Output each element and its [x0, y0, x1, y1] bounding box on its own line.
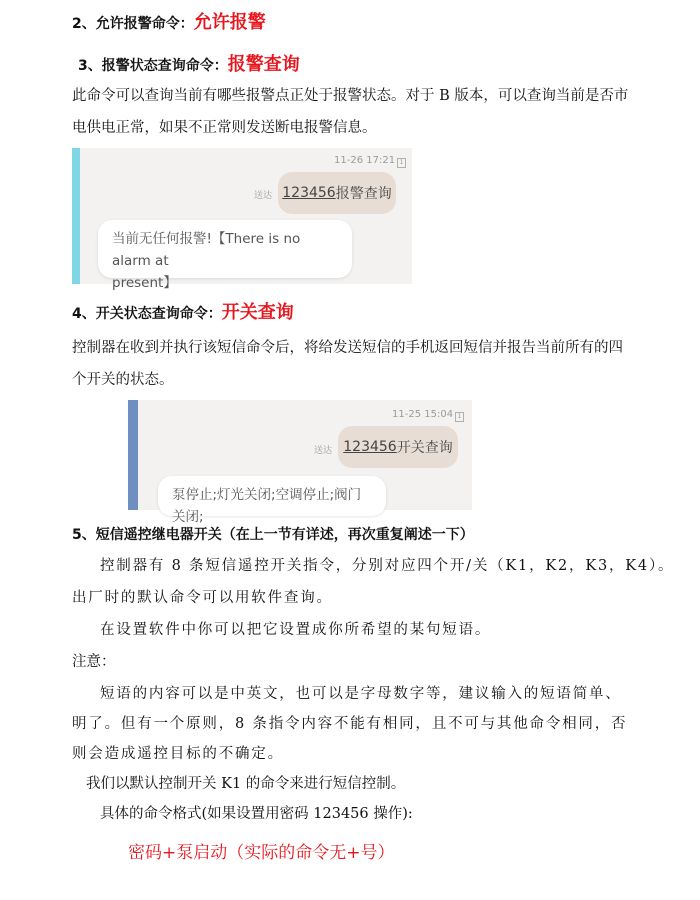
section-5-p1-line1: 控制器有 8 条短信遥控开关指令，分别对应四个开/关（K1，K2，K3，K4）。 [100, 558, 675, 574]
note-line2: 明了。但有一个原则，8 条指令内容不能有相同，且不可与其他命令相同，否 [72, 716, 628, 732]
section-3-command: 报警查询 [227, 54, 300, 75]
incoming-message-bubble [158, 476, 386, 525]
section-5-heading: 5、短信遥控继电器开关（在上一节有详述，再次重复阐述一下） [72, 527, 474, 543]
section-4-title: 4、开关状态查询命令： [72, 306, 222, 322]
outgoing-message-bubble [338, 426, 458, 468]
note-label: 注意： [72, 654, 116, 670]
note-line3: 则会造成遥控目标的不确定。 [72, 746, 284, 762]
section-3-desc-line1: 此命令可以查询当前有哪些报警点正处于报警状态。对于 B 版本，可以查询当前是否市 [72, 88, 629, 104]
screenshot-edge-strip [128, 400, 138, 510]
incoming-message-bubble [98, 220, 352, 291]
section-3-heading [78, 50, 300, 76]
message-text: 报警查询 [335, 186, 392, 202]
section-5-p4: 具体的命令格式(如果设置用密码 123456 操作): [100, 806, 413, 822]
sms-screenshot-switch-query [128, 400, 472, 525]
section-4-desc-line1: 控制器在收到并执行该短信命令后，将给发送短信的手机返回短信并报告当前所有的四 [72, 340, 623, 356]
section-2-command: 允许报警 [193, 12, 266, 33]
message-timestamp: 11-26 17:21 1 [334, 155, 406, 168]
section-4-heading [72, 298, 294, 324]
message-code-link: 123456 [282, 185, 336, 201]
sim-card-icon: 1 [455, 412, 464, 422]
message-timestamp: 11-25 15:04 1 [392, 409, 464, 422]
reply-line-1: 当前无任何报警!【There is no alarm at [112, 231, 301, 269]
command-format-example: 密码+泵启动（实际的命令无+号） [128, 843, 395, 863]
message-code-link: 123456 [343, 439, 397, 455]
sent-status: 送达 [254, 191, 273, 201]
section-3-desc-line2: 电供电正常，如果不正常则发送断电报警信息。 [72, 120, 377, 136]
sms-screenshot-alarm-query [72, 148, 412, 291]
section-2-title: 2、允许报警命令： [72, 16, 194, 32]
screenshot-edge-strip [72, 148, 80, 284]
sim-card-icon: 1 [397, 158, 406, 168]
section-5-p2: 在设置软件中你可以把它设置成你所希望的某句短语。 [100, 622, 492, 638]
outgoing-message-bubble [278, 172, 396, 214]
section-2-heading [72, 8, 266, 34]
message-text: 开关查询 [396, 440, 453, 456]
sent-status: 送达 [314, 446, 333, 456]
section-5-p3: 我们以默认控制开关 K1 的命令来进行短信控制。 [86, 776, 406, 792]
reply-line-1: 泵停止;灯光关闭;空调停止;阀门关闭; [172, 487, 362, 525]
section-4-command: 开关查询 [221, 302, 294, 323]
section-4-desc-line2: 个开关的状态。 [72, 372, 174, 388]
reply-line-2: present】 [112, 275, 177, 291]
section-5-p1-line2: 出厂时的默认命令可以用软件查询。 [72, 590, 333, 606]
section-3-title: 3、报警状态查询命令： [78, 58, 228, 74]
note-line1: 短语的内容可以是中英文，也可以是字母数字等，建议输入的短语简单、 [100, 686, 622, 702]
